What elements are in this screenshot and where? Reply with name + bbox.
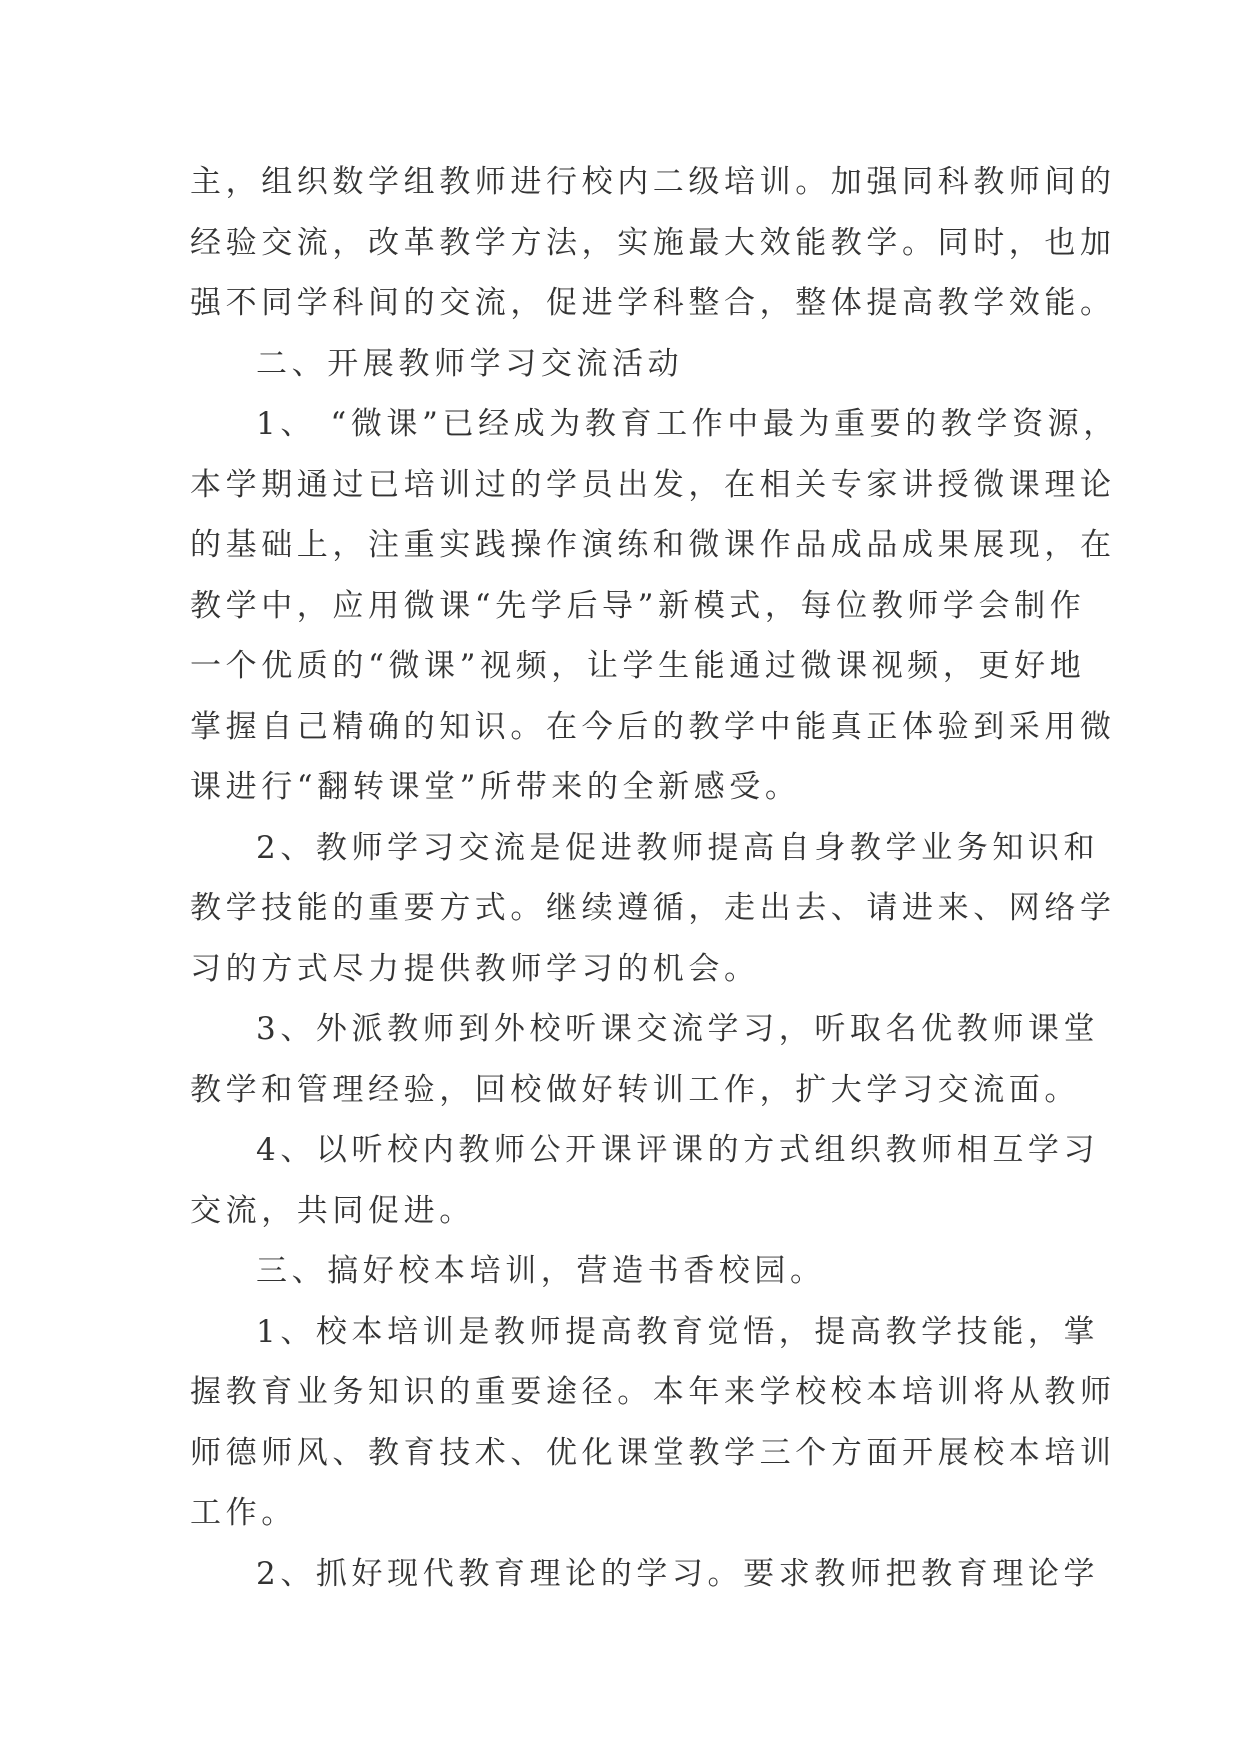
- text-line: 握教育业务知识的重要途径。本年来学校校本培训将从教师: [190, 1374, 1116, 1410]
- text-line: 的基础上，注重实践操作演练和微课作品成品成果展现，在: [190, 527, 1116, 563]
- paragraph-item-2b: [190, 1544, 1100, 1605]
- text-line: 教学和管理经验，回校做好转训工作，扩大学习交流面。: [190, 1071, 1080, 1108]
- paragraph-continuation: [190, 152, 1116, 334]
- paragraph-item-4: [190, 1120, 1100, 1241]
- text-line: 经验交流，改革教学方法，实施最大效能教学。同时，也加: [190, 224, 1116, 261]
- text-line: 教学技能的重要方式。继续遵循，走出去、请进来、网络学: [190, 890, 1116, 926]
- text-line: 习的方式尽力提供教师学习的机会。: [190, 950, 760, 987]
- heading-text: 二、开展教师学习交流活动: [256, 345, 684, 382]
- text-line: 交流，共同促进。: [190, 1192, 475, 1229]
- text-line: 强不同学科间的交流，促进学科整合，整体提高教学效能。: [190, 285, 1116, 321]
- text-line: 1、 “微课”已经成为教育工作中最为重要的教学资源，: [256, 406, 1119, 442]
- text-line: 2、教师学习交流是促进教师提高自身教学业务知识和: [256, 829, 1100, 866]
- text-line: 一个优质的“微课”视频，让学生能通过微课视频，更好地: [190, 648, 1086, 684]
- paragraph-item-1b: [190, 1302, 1116, 1544]
- paragraph-item-2: [190, 818, 1116, 1000]
- text-line: 2、抓好现代教育理论的学习。要求教师把教育理论学: [256, 1555, 1100, 1592]
- text-line: 主，组织数学组教师进行校内二级培训。加强同科教师间的: [190, 164, 1116, 200]
- text-line: 师德师风、教育技术、优化课堂教学三个方面开展校本培训: [190, 1434, 1116, 1471]
- document-page: [190, 152, 1119, 1604]
- text-line: 课进行“翻转课堂”所带来的全新感受。: [190, 769, 801, 805]
- text-line: 1、校本培训是教师提高教育觉悟，提高教学技能，掌: [256, 1313, 1100, 1350]
- section-heading-2: [190, 334, 1070, 395]
- text-line: 4、以听校内教师公开课评课的方式组织教师相互学习: [256, 1132, 1100, 1168]
- text-line: 3、外派教师到外校听课交流学习，听取名优教师课堂: [256, 1011, 1100, 1047]
- text-line: 掌握自己精确的知识。在今后的教学中能真正体验到采用微: [190, 708, 1116, 745]
- paragraph-item-1: [190, 394, 1119, 818]
- text-line: 工作。: [190, 1495, 297, 1531]
- heading-text: 三、搞好校本培训，营造书香校园。: [256, 1253, 826, 1289]
- section-heading-3: [190, 1241, 1070, 1302]
- text-line: 教学中，应用微课“先学后导”新模式，每位教师学会制作: [190, 587, 1086, 624]
- paragraph-item-3: [190, 999, 1100, 1120]
- text-line: 本学期通过已培训过的学员出发，在相关专家讲授微课理论: [190, 466, 1116, 503]
